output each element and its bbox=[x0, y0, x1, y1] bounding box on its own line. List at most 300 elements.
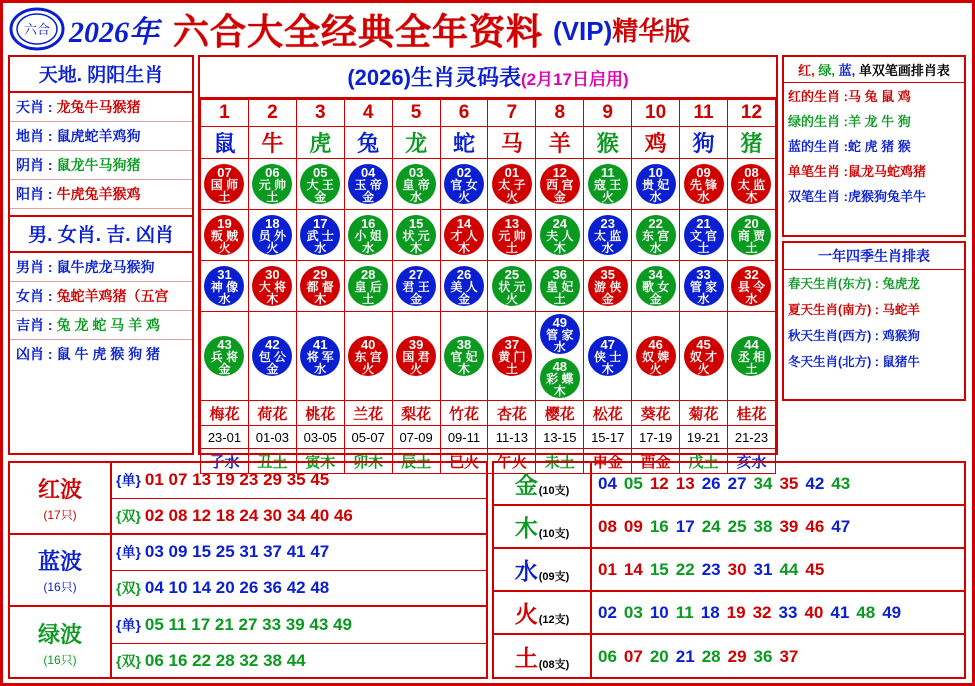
number-ball: 07 国 师 土 bbox=[204, 164, 244, 204]
number-ball: 27 君 王 金 bbox=[396, 266, 436, 306]
season-row: 冬天生肖(北方) : 鼠猪牛 bbox=[788, 355, 920, 369]
number-ball: 24 夫 人 木 bbox=[540, 215, 580, 255]
animal-cell: 龙 bbox=[392, 127, 440, 159]
ball-cell bbox=[440, 210, 488, 261]
ball-cell bbox=[536, 210, 584, 261]
element-number: 34 bbox=[753, 473, 773, 493]
stem-branch-cell: 申金 bbox=[584, 449, 632, 474]
element-number-list bbox=[592, 560, 964, 580]
ball-cell bbox=[536, 312, 584, 401]
ball-cell bbox=[296, 261, 344, 312]
season-row: 夏天生肖(南方) : 马蛇羊 bbox=[788, 303, 920, 317]
left-row bbox=[10, 93, 192, 122]
number-ball: 32 县 令 水 bbox=[731, 266, 771, 306]
number-ball: 33 管 家 水 bbox=[684, 266, 724, 306]
ball-cell bbox=[392, 312, 440, 401]
ball-cell bbox=[727, 261, 775, 312]
column-number-cell: 8 bbox=[536, 100, 584, 127]
element-number: 39 bbox=[779, 516, 799, 536]
left-row-key: 吉肖 : bbox=[16, 317, 53, 333]
element-number: 02 bbox=[598, 602, 617, 622]
number-ball: 31 神 像 水 bbox=[204, 266, 244, 306]
flower-cell: 竹花 bbox=[440, 401, 488, 426]
number-ball: 45 奴 才 火 bbox=[684, 336, 724, 376]
ball-cell bbox=[201, 261, 249, 312]
ball-cell bbox=[488, 312, 536, 401]
ball-cell bbox=[248, 261, 296, 312]
stroke-color-row: 双笔生肖 :虎猴狗兔羊牛 bbox=[788, 189, 926, 204]
number-ball: 09 先 锋 水 bbox=[684, 164, 724, 204]
element-row bbox=[494, 506, 964, 549]
year-label: 2026年 bbox=[69, 16, 159, 49]
flower-cell: 菊花 bbox=[680, 401, 728, 426]
left-row-value: 兔蛇羊鸡猪（五宫 bbox=[56, 288, 169, 304]
number-ball: 25 状 元 火 bbox=[492, 266, 532, 306]
element-number: 41 bbox=[830, 602, 850, 622]
number-ball: 10 贵 妃 水 bbox=[636, 164, 676, 204]
wave-number-line: {双} 02 08 12 18 24 30 34 40 46 bbox=[116, 505, 353, 525]
stroke-color-row: 单笔生肖 :鼠龙马蛇鸡猪 bbox=[788, 164, 926, 179]
number-ball: 26 美 人 金 bbox=[444, 266, 484, 306]
ball-cell bbox=[392, 261, 440, 312]
animal-cell: 蛇 bbox=[440, 127, 488, 159]
number-ball: 19 叛 贼 火 bbox=[204, 215, 244, 255]
ball-cell bbox=[680, 210, 728, 261]
wave-number-line: {单} 03 09 15 25 31 37 41 47 bbox=[112, 535, 486, 571]
stem-branch-cell: 寅木 bbox=[296, 449, 344, 474]
element-number-list bbox=[592, 603, 964, 623]
element-number: 14 bbox=[623, 559, 643, 579]
element-number: 01 bbox=[598, 559, 617, 579]
number-ball: 15 状 元 木 bbox=[396, 215, 436, 255]
ball-cell bbox=[632, 210, 680, 261]
left-row-key: 男肖 : bbox=[16, 259, 53, 275]
animal-cell: 鼠 bbox=[201, 127, 249, 159]
element-number: 03 bbox=[623, 602, 643, 622]
number-ball: 17 武 士 水 bbox=[300, 215, 340, 255]
element-number: 33 bbox=[778, 602, 798, 622]
stroke-color-title: 红, 绿, 蓝, 单双笔画排肖表 bbox=[784, 57, 964, 83]
element-number: 07 bbox=[623, 646, 643, 666]
right-panel bbox=[782, 55, 966, 455]
left-row-key: 地肖 : bbox=[16, 128, 53, 144]
stem-branch-cell: 午火 bbox=[488, 449, 536, 474]
time-range-cell: 01-03 bbox=[248, 426, 296, 449]
number-ball: 48 彩 蝶 木 bbox=[540, 358, 580, 398]
number-ball: 30 大 将 木 bbox=[252, 266, 292, 306]
season-title: 一年四季生肖排表 bbox=[784, 243, 964, 270]
ball-cell bbox=[440, 261, 488, 312]
animal-cell: 马 bbox=[488, 127, 536, 159]
table-row-ranges bbox=[201, 426, 776, 449]
ball-cell bbox=[680, 159, 728, 210]
ball-cell bbox=[392, 159, 440, 210]
column-number-cell: 4 bbox=[344, 100, 392, 127]
ball-cell bbox=[584, 312, 632, 401]
table-row-balls-1 bbox=[201, 159, 776, 210]
left-row-value: 鼠 牛 虎 猴 狗 猪 bbox=[56, 346, 161, 362]
element-number: 15 bbox=[649, 559, 669, 579]
ball-cell bbox=[488, 159, 536, 210]
flower-cell: 桂花 bbox=[727, 401, 775, 426]
ball-cell bbox=[440, 312, 488, 401]
ball-cell bbox=[344, 159, 392, 210]
table-row-animals bbox=[201, 127, 776, 159]
ball-cell bbox=[727, 159, 775, 210]
ball-cell bbox=[680, 261, 728, 312]
season-box bbox=[782, 241, 966, 401]
flower-cell: 松花 bbox=[584, 401, 632, 426]
number-ball: 36 皇 妃 土 bbox=[540, 266, 580, 306]
time-range-cell: 19-21 bbox=[680, 426, 728, 449]
time-range-cell: 21-23 bbox=[727, 426, 775, 449]
svg-text:六合: 六合 bbox=[23, 23, 51, 38]
element-number: 37 bbox=[779, 646, 799, 666]
liuhe-logo-icon bbox=[9, 7, 65, 51]
ball-cell bbox=[201, 210, 249, 261]
wave-number-line: {双} 04 10 14 20 26 36 42 48 bbox=[116, 577, 330, 597]
number-ball: 35 游 侠 金 bbox=[588, 266, 628, 306]
left-row bbox=[10, 340, 192, 368]
ball-cell bbox=[584, 261, 632, 312]
ball-cell bbox=[296, 210, 344, 261]
element-number: 06 bbox=[598, 646, 617, 666]
element-number: 21 bbox=[675, 646, 695, 666]
number-ball: 06 元 帅 土 bbox=[252, 164, 292, 204]
table-row-balls-2 bbox=[201, 210, 776, 261]
column-number-cell: 6 bbox=[440, 100, 488, 127]
stem-branch-cell: 戌土 bbox=[680, 449, 728, 474]
season-row: 秋天生肖(西方) : 鸡猴狗 bbox=[788, 329, 920, 343]
zodiac-code-table bbox=[200, 99, 776, 474]
season-row: 春天生肖(东方) : 兔虎龙 bbox=[788, 277, 920, 291]
ball-cell bbox=[727, 210, 775, 261]
element-number: 10 bbox=[649, 602, 669, 622]
element-number-list bbox=[592, 517, 964, 537]
ball-cell bbox=[201, 312, 249, 401]
element-row bbox=[494, 592, 964, 635]
element-number: 35 bbox=[779, 473, 799, 493]
zodiac-code-table-panel bbox=[198, 55, 778, 471]
stroke-color-row: 蓝的生肖 :蛇 虎 猪 猴 bbox=[788, 139, 911, 154]
left-row bbox=[10, 253, 192, 282]
left-row-key: 凶肖 : bbox=[16, 346, 53, 362]
number-ball: 05 大 王 金 bbox=[300, 164, 340, 204]
time-range-cell: 13-15 bbox=[536, 426, 584, 449]
number-ball: 38 官 妃 木 bbox=[444, 336, 484, 376]
center-title bbox=[200, 57, 776, 99]
body-area bbox=[6, 55, 969, 471]
animal-cell: 猴 bbox=[584, 127, 632, 159]
number-ball: 40 东 宫 火 bbox=[348, 336, 388, 376]
element-number: 42 bbox=[805, 473, 825, 493]
ball-cell bbox=[632, 159, 680, 210]
flower-cell: 荷花 bbox=[248, 401, 296, 426]
element-number: 16 bbox=[649, 516, 669, 536]
ball-cell bbox=[584, 159, 632, 210]
number-ball: 18 员 外 火 bbox=[252, 215, 292, 255]
element-number: 13 bbox=[675, 473, 695, 493]
number-ball: 44 丞 相 土 bbox=[731, 336, 771, 376]
wave-name-cell: 红波 (17只) bbox=[10, 463, 112, 533]
stem-branch-cell: 丑土 bbox=[248, 449, 296, 474]
ball-cell bbox=[248, 159, 296, 210]
wave-row bbox=[10, 535, 486, 607]
column-number-cell: 10 bbox=[632, 100, 680, 127]
element-number: 20 bbox=[649, 646, 669, 666]
ball-cell bbox=[344, 210, 392, 261]
column-number-cell: 3 bbox=[296, 100, 344, 127]
table-row-balls-3 bbox=[201, 261, 776, 312]
element-number: 40 bbox=[804, 602, 824, 622]
header bbox=[3, 3, 972, 55]
element-number: 29 bbox=[727, 646, 747, 666]
number-ball: 21 文 官 土 bbox=[684, 215, 724, 255]
ball-cell bbox=[536, 159, 584, 210]
vip-badge bbox=[553, 11, 690, 48]
number-ball: 01 太 子 火 bbox=[492, 164, 532, 204]
page-title: 六合大全经典全年资料 bbox=[173, 10, 544, 52]
ball-cell bbox=[632, 312, 680, 401]
stem-branch-cell: 亥水 bbox=[727, 449, 775, 474]
element-number: 09 bbox=[623, 516, 643, 536]
number-ball: 49 管 家 水 bbox=[540, 314, 580, 354]
time-range-cell: 23-01 bbox=[201, 426, 249, 449]
left-row-key: 阴肖 : bbox=[16, 157, 53, 173]
animal-cell: 鸡 bbox=[632, 127, 680, 159]
flower-cell: 桃花 bbox=[296, 401, 344, 426]
element-number-list bbox=[592, 474, 964, 494]
number-ball: 47 侠 士 木 bbox=[588, 336, 628, 376]
wave-number-line: {单} 01 07 13 19 23 29 35 45 bbox=[112, 463, 486, 499]
left-row-value: 鼠牛虎龙马猴狗 bbox=[56, 259, 155, 275]
number-ball: 20 商 贾 土 bbox=[731, 215, 771, 255]
element-name-cell: 金 (10支) bbox=[494, 463, 592, 504]
element-row bbox=[494, 635, 964, 678]
ball-cell bbox=[344, 261, 392, 312]
column-number-cell: 5 bbox=[392, 100, 440, 127]
animal-cell: 羊 bbox=[536, 127, 584, 159]
wave-number-line: {双} 06 16 22 28 32 38 44 bbox=[116, 651, 306, 671]
element-number: 43 bbox=[831, 473, 851, 493]
time-range-cell: 07-09 bbox=[392, 426, 440, 449]
element-number: 22 bbox=[675, 559, 695, 579]
element-number: 23 bbox=[701, 559, 721, 579]
number-ball: 34 歌 女 金 bbox=[636, 266, 676, 306]
element-number: 32 bbox=[752, 602, 772, 622]
left-row-key: 阳肖 : bbox=[16, 186, 53, 202]
flower-cell: 樱花 bbox=[536, 401, 584, 426]
number-ball: 39 国 君 火 bbox=[396, 336, 436, 376]
element-row bbox=[494, 463, 964, 506]
number-ball: 41 将 军 水 bbox=[300, 336, 340, 376]
ball-cell bbox=[584, 210, 632, 261]
bottom-area bbox=[6, 461, 969, 683]
left-title-2: 男. 女肖. 吉. 凶肖 bbox=[10, 217, 192, 253]
stem-branch-cell: 辰土 bbox=[392, 449, 440, 474]
number-ball: 16 小 姐 水 bbox=[348, 215, 388, 255]
element-name-cell: 水 (09支) bbox=[494, 549, 592, 590]
element-number: 08 bbox=[598, 516, 617, 536]
element-number: 05 bbox=[623, 473, 643, 493]
element-number: 12 bbox=[649, 473, 669, 493]
number-ball: 46 奴 婢 火 bbox=[636, 336, 676, 376]
ball-cell bbox=[344, 312, 392, 401]
element-name-cell: 木 (10支) bbox=[494, 506, 592, 547]
stroke-color-box bbox=[782, 55, 966, 237]
number-ball: 42 包 公 金 bbox=[252, 336, 292, 376]
element-number: 18 bbox=[700, 602, 720, 622]
left-row-value: 龙兔牛马猴猪 bbox=[56, 99, 141, 115]
element-number: 45 bbox=[805, 559, 825, 579]
column-number-cell: 7 bbox=[488, 100, 536, 127]
stem-branch-cell: 卯木 bbox=[344, 449, 392, 474]
flower-cell: 梅花 bbox=[201, 401, 249, 426]
ball-cell bbox=[632, 261, 680, 312]
number-ball: 02 官 女 火 bbox=[444, 164, 484, 204]
animal-cell: 虎 bbox=[296, 127, 344, 159]
ball-cell bbox=[296, 312, 344, 401]
element-name-cell: 土 (08支) bbox=[494, 635, 592, 678]
left-row bbox=[10, 282, 192, 311]
left-row-value: 鼠龙牛马狗猪 bbox=[56, 157, 141, 173]
ball-cell bbox=[440, 159, 488, 210]
left-row bbox=[10, 311, 192, 340]
number-ball: 04 玉 帝 金 bbox=[348, 164, 388, 204]
element-number: 27 bbox=[727, 473, 747, 493]
element-number: 24 bbox=[701, 516, 721, 536]
column-number-cell: 1 bbox=[201, 100, 249, 127]
wave-name-cell: 绿波 (16只) bbox=[10, 607, 112, 679]
time-range-cell: 11-13 bbox=[488, 426, 536, 449]
column-number-cell: 11 bbox=[680, 100, 728, 127]
wave-table bbox=[8, 461, 488, 679]
number-ball: 29 都 督 木 bbox=[300, 266, 340, 306]
element-number: 38 bbox=[753, 516, 773, 536]
stem-branch-cell: 巳火 bbox=[440, 449, 488, 474]
left-divider bbox=[10, 209, 192, 217]
left-row bbox=[10, 122, 192, 151]
number-ball: 03 皇 帝 水 bbox=[396, 164, 436, 204]
element-number: 31 bbox=[753, 559, 773, 579]
flower-cell: 兰花 bbox=[344, 401, 392, 426]
animal-cell: 牛 bbox=[248, 127, 296, 159]
left-row-value: 兔 龙 蛇 马 羊 鸡 bbox=[56, 317, 161, 333]
time-range-cell: 05-07 bbox=[344, 426, 392, 449]
number-ball: 43 兵 将 金 bbox=[204, 336, 244, 376]
number-ball: 11 寇 王 火 bbox=[588, 164, 628, 204]
element-number: 11 bbox=[675, 602, 694, 622]
stem-branch-cell: 未土 bbox=[536, 449, 584, 474]
flower-cell: 葵花 bbox=[632, 401, 680, 426]
number-ball: 08 太 监 木 bbox=[731, 164, 771, 204]
element-table bbox=[492, 461, 966, 679]
left-row bbox=[10, 151, 192, 180]
wave-number-line: {单} 05 11 17 21 27 33 39 43 49 bbox=[112, 607, 486, 644]
stem-branch-cell: 子水 bbox=[201, 449, 249, 474]
ball-cell bbox=[248, 210, 296, 261]
ball-cell bbox=[488, 261, 536, 312]
stroke-color-row: 绿的生肖 :羊 龙 牛 狗 bbox=[788, 114, 911, 129]
time-range-cell: 09-11 bbox=[440, 426, 488, 449]
table-row-balls-4 bbox=[201, 312, 776, 401]
time-range-cell: 03-05 bbox=[296, 426, 344, 449]
center-title-sub: (2月17日启用) bbox=[520, 70, 629, 89]
left-title-1: 天地. 阴阳生肖 bbox=[10, 57, 192, 93]
number-ball: 22 东 宫 水 bbox=[636, 215, 676, 255]
animal-cell: 兔 bbox=[344, 127, 392, 159]
animal-cell: 狗 bbox=[680, 127, 728, 159]
left-row-key: 天肖 : bbox=[16, 99, 53, 115]
ball-cell bbox=[392, 210, 440, 261]
number-ball: 23 太 监 水 bbox=[588, 215, 628, 255]
stroke-color-row: 红的生肖 :马 兔 鼠 鸡 bbox=[788, 89, 911, 104]
wave-name-cell: 蓝波 (16只) bbox=[10, 535, 112, 605]
wave-row bbox=[10, 607, 486, 679]
ball-cell bbox=[680, 312, 728, 401]
left-row-value: 牛虎兔羊猴鸡 bbox=[56, 186, 141, 202]
element-number: 04 bbox=[598, 473, 617, 493]
ball-cell bbox=[248, 312, 296, 401]
left-panel bbox=[8, 55, 194, 455]
element-number: 44 bbox=[779, 559, 799, 579]
ball-cell bbox=[727, 312, 775, 401]
center-title-main: (2026)生肖灵码表 bbox=[347, 65, 521, 90]
element-number: 30 bbox=[727, 559, 747, 579]
number-ball: 37 黄 门 土 bbox=[492, 336, 532, 376]
element-number: 48 bbox=[856, 602, 876, 622]
time-range-cell: 17-19 bbox=[632, 426, 680, 449]
time-range-cell: 15-17 bbox=[584, 426, 632, 449]
vip-label: (VIP) bbox=[553, 15, 613, 46]
column-number-cell: 9 bbox=[584, 100, 632, 127]
wave-row bbox=[10, 463, 486, 535]
element-number: 46 bbox=[805, 516, 825, 536]
left-row-value: 鼠虎蛇羊鸡狗 bbox=[56, 128, 141, 144]
element-row bbox=[494, 549, 964, 592]
left-row-key: 女肖 : bbox=[16, 288, 53, 304]
ball-cell bbox=[488, 210, 536, 261]
element-number: 28 bbox=[701, 646, 721, 666]
element-number: 17 bbox=[675, 516, 695, 536]
ball-cell bbox=[536, 261, 584, 312]
ball-cell bbox=[296, 159, 344, 210]
table-row-flowers bbox=[201, 401, 776, 426]
number-ball: 13 元 帅 土 bbox=[492, 215, 532, 255]
animal-cell: 猪 bbox=[727, 127, 775, 159]
number-ball: 12 西 宫 金 bbox=[540, 164, 580, 204]
element-number: 19 bbox=[726, 602, 746, 622]
element-number-list bbox=[592, 647, 964, 667]
element-number: 25 bbox=[727, 516, 747, 536]
element-number: 47 bbox=[831, 516, 851, 536]
number-ball: 14 才 人 木 bbox=[444, 215, 484, 255]
column-number-cell: 2 bbox=[248, 100, 296, 127]
element-number: 36 bbox=[753, 646, 773, 666]
left-row bbox=[10, 180, 192, 209]
vip-suffix: 精华版 bbox=[612, 15, 691, 46]
number-ball: 28 皇 后 土 bbox=[348, 266, 388, 306]
element-name-cell: 火 (12支) bbox=[494, 592, 592, 633]
ball-cell bbox=[201, 159, 249, 210]
column-number-cell: 12 bbox=[727, 100, 775, 127]
flower-cell: 杏花 bbox=[488, 401, 536, 426]
flower-cell: 梨花 bbox=[392, 401, 440, 426]
table-row-columns bbox=[201, 100, 776, 127]
element-number: 49 bbox=[882, 602, 902, 622]
stem-branch-cell: 酉金 bbox=[632, 449, 680, 474]
element-number: 26 bbox=[701, 473, 721, 493]
